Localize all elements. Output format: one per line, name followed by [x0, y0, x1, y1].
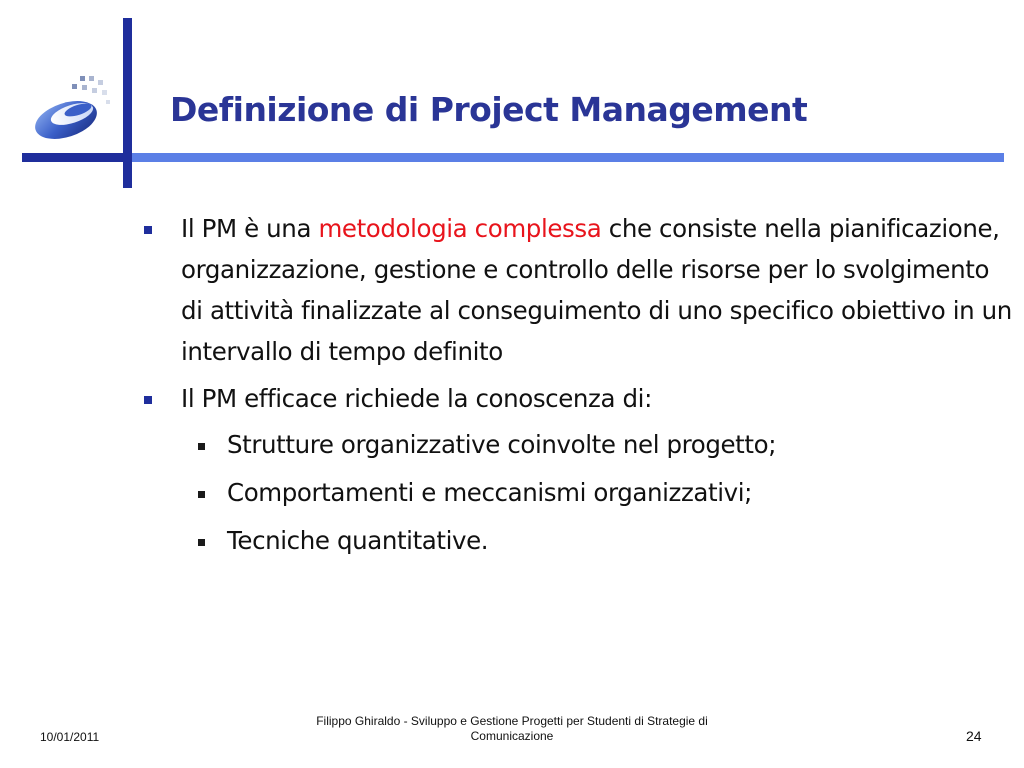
vertical-accent-bar: [123, 18, 132, 188]
slide-title: Definizione di Project Management: [170, 90, 808, 129]
square-bullet-icon: [144, 226, 152, 234]
sub-bullet-text: Strutture organizzative coinvolte nel progetto;: [227, 430, 777, 459]
footer-author-line2: Comunicazione: [470, 729, 554, 743]
sub-bullet-text: Tecniche quantitative.: [227, 526, 489, 555]
small-square-bullet-icon: [198, 491, 205, 498]
square-bullet-icon: [144, 396, 152, 404]
highlighted-term: metodologia complessa: [318, 214, 602, 243]
bullet-text-after: che consiste nella pianificazione, organizzazione, gestione e controllo delle risorse per lo svolgimento di attività finalizzate al conseguimento di uno specifico obiettivo in un intervallo di tempo definito: [181, 214, 1012, 366]
page-number: 24: [966, 728, 982, 744]
horizontal-accent-bar-dark: [22, 153, 132, 162]
sub-bullet-item: [142, 421, 1012, 469]
sub-bullet-item: [142, 517, 1012, 565]
footer-author-line1: Filippo Ghiraldo - Sviluppo e Gestione Progetti per Studenti di Strategie di: [316, 714, 708, 728]
footer-date: 10/01/2011: [40, 730, 100, 744]
small-square-bullet-icon: [198, 539, 205, 546]
sub-bullet-item: [142, 469, 1012, 517]
bullet-list: [142, 208, 1012, 565]
bullet-text: Il PM efficace richiede la conoscenza di:: [181, 384, 652, 413]
bullet-text-before: Il PM è una: [181, 214, 319, 243]
bullet-item-definition: [142, 208, 1012, 372]
bullet-item-knowledge: [142, 378, 1012, 419]
sub-bullet-text: Comportamenti e meccanismi organizzativi;: [227, 478, 753, 507]
footer-author: [262, 714, 762, 744]
logo-icon: [28, 72, 118, 144]
small-square-bullet-icon: [198, 443, 205, 450]
horizontal-accent-bar-light: [132, 153, 1004, 162]
